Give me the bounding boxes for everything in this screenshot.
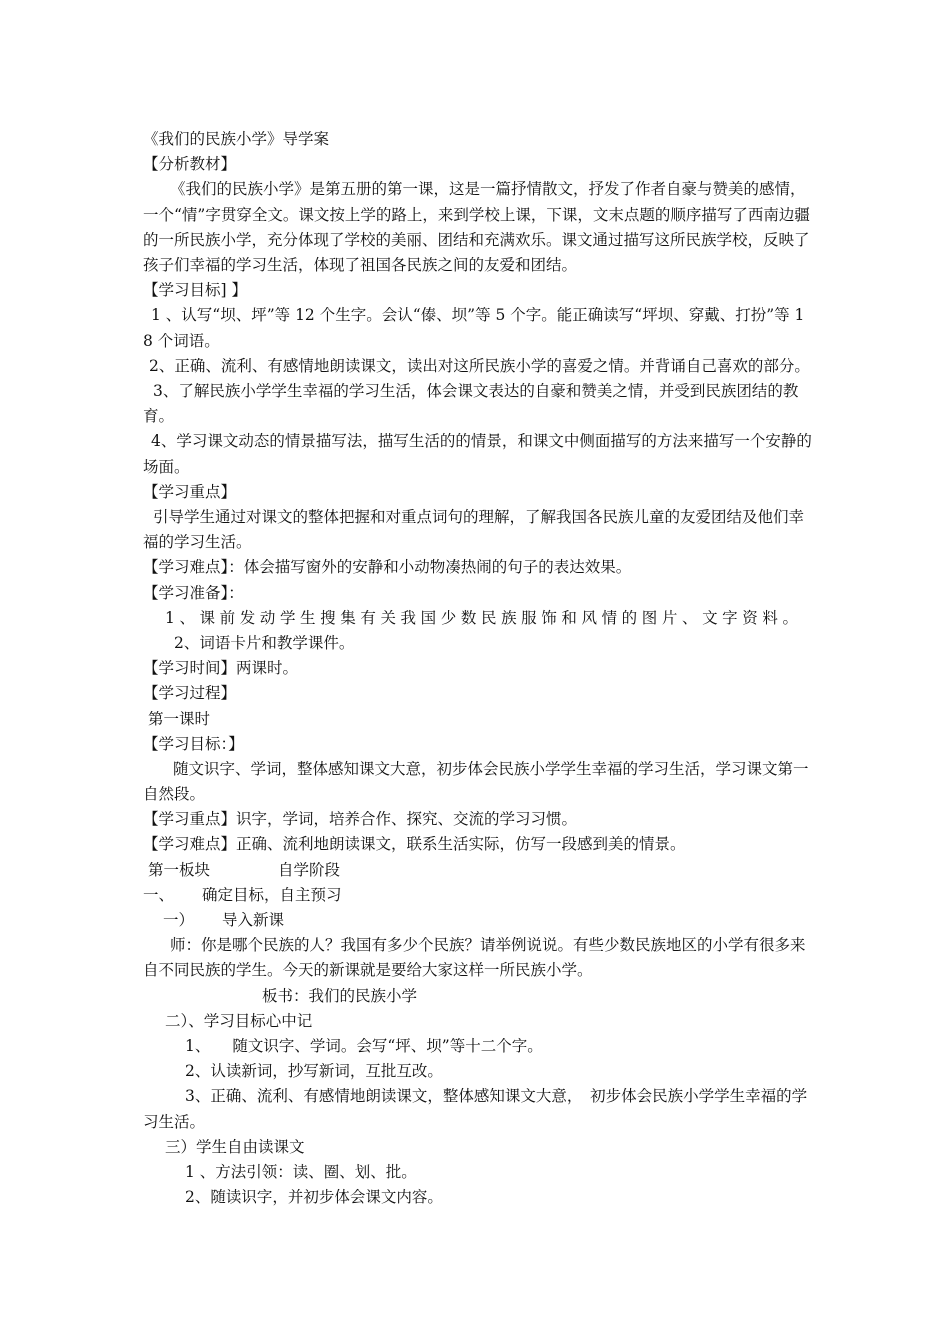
subsection-two-item-1 xyxy=(143,1034,813,1059)
subsection-three-item-2: 2、随读识字，并初步体会课文内容。 xyxy=(185,1188,443,1207)
prep-item-2: 2、词语卡片和教学课件。 xyxy=(174,633,355,652)
prep-heading: 【学习准备】： xyxy=(143,583,244,602)
lesson-key-line: 【学习重点】识字，学词，培养合作、探究、交流的学习习惯。 xyxy=(143,810,578,829)
lesson-one-label: 第一课时 xyxy=(148,709,211,728)
board-writing: 板书：我们的民族小学 xyxy=(262,986,418,1005)
goal-item-4: 4、学习课文动态的情景描写法，描写生活的的情景，和课文中侧面描写的方法来描写一个安静的场面。 xyxy=(143,432,812,476)
block-one-line xyxy=(143,858,813,883)
doc-title: 《我们的民族小学》导学案 xyxy=(143,130,330,148)
prep-item-1: 1、课前发动学生搜集有关我国少数民族服饰和风情的图片、文字资料。 xyxy=(165,608,803,627)
teacher-paragraph: 师：你是哪个民族的人？我国有多少个民族？请举例说说。有些少数民族地区的小学有很多来自不同民族的学生。今天的新课就是要给大家这样一所民族小学。 xyxy=(143,936,806,980)
document-page xyxy=(143,127,813,1210)
subsection-one-title: 导入新课 xyxy=(222,911,285,930)
subsection-two-item-2: 2、认读新词，抄写新词，互批互改。 xyxy=(185,1062,443,1081)
subsection-one-line xyxy=(143,908,813,933)
analysis-heading: 【分析教材】 xyxy=(143,155,237,174)
subsection-three-title: 三）学生自由读课文 xyxy=(165,1137,305,1156)
time-line: 【学习时间】两课时。 xyxy=(143,659,299,678)
subsection-two-title: 二）、学习目标心中记 xyxy=(165,1011,313,1030)
section-one-number: 一、 xyxy=(143,885,175,904)
goal-item-3: 3、了解民族小学学生幸福的学习生活，体会课文表达的自豪和赞美之情，并受到民族团结的教育。 xyxy=(143,381,799,426)
block-one-label: 第一板块 xyxy=(148,860,211,879)
lesson-goal-heading: 【学习目标：】 xyxy=(143,734,244,753)
subsection-two-item-1-text: 随文识字、学词。会写“坪、坝”等十二个字。 xyxy=(232,1037,543,1056)
section-one-line xyxy=(143,883,813,908)
lesson-goal-paragraph: 随文识字、学词，整体感知课文大意，初步体会民族小学学生幸福的学习生活，学习课文第一自然段。 xyxy=(143,759,809,804)
subsection-two-item-1-number: 1、 xyxy=(185,1037,211,1056)
block-one-stage: 自学阶段 xyxy=(278,860,341,879)
key-heading: 【学习重点】 xyxy=(143,482,237,501)
lesson-difficulty-line: 【学习难点】正确、流利地朗读课文，联系生活实际，仿写一段感到美的情景。 xyxy=(143,835,686,854)
goals-heading: 【学习目标] 】 xyxy=(143,281,247,300)
subsection-one-number: 一） xyxy=(163,911,195,930)
subsection-two-item-3: 3、正确、流利、有感情地朗读课文，整体感知课文大意， 初步体会民族小学学生幸福的学习生活。 xyxy=(143,1087,808,1131)
goal-item-2: 2、正确、流利、有感情地朗读课文，读出对这所民族小学的喜爱之情。并背诵自己喜欢的部分。 xyxy=(149,356,810,375)
process-heading: 【学习过程】 xyxy=(143,684,237,703)
analysis-paragraph: 《我们的民族小学》是第五册的第一课，这是一篇抒情散文，抒发了作者自豪与赞美的感情，一个“情”字贯穿全文。课文按上学的路上，来到学校上课，下课，文末点题的顺序描写了西南边疆的一所民族小学，充分体现了学校的美丽、团结和充满欢乐。课文通过描写这所民族学校，反映了孩子们幸福的学习生活，体现了祖国各民族之间的友爱和团结。 xyxy=(143,180,810,274)
section-one-title: 确定目标，自主预习 xyxy=(202,885,342,904)
key-paragraph: 引导学生通过对课文的整体把握和对重点词句的理解，了解我国各民族儿童的友爱团结及他们幸福的学习生活。 xyxy=(143,507,805,552)
subsection-three-item-1: 1 、方法引领：读、圈、划、批。 xyxy=(185,1162,417,1181)
difficulty-line: 【学习难点】：体会描写窗外的安静和小动物凑热闹的句子的表达效果。 xyxy=(143,558,632,577)
goal-item-1: 1 、认写“坝、坪”等 12 个生字。会认“傣、坝”等 5 个字。能正确读写“坪坝、穿戴、打扮”等 1 8 个词语。 xyxy=(143,306,805,350)
